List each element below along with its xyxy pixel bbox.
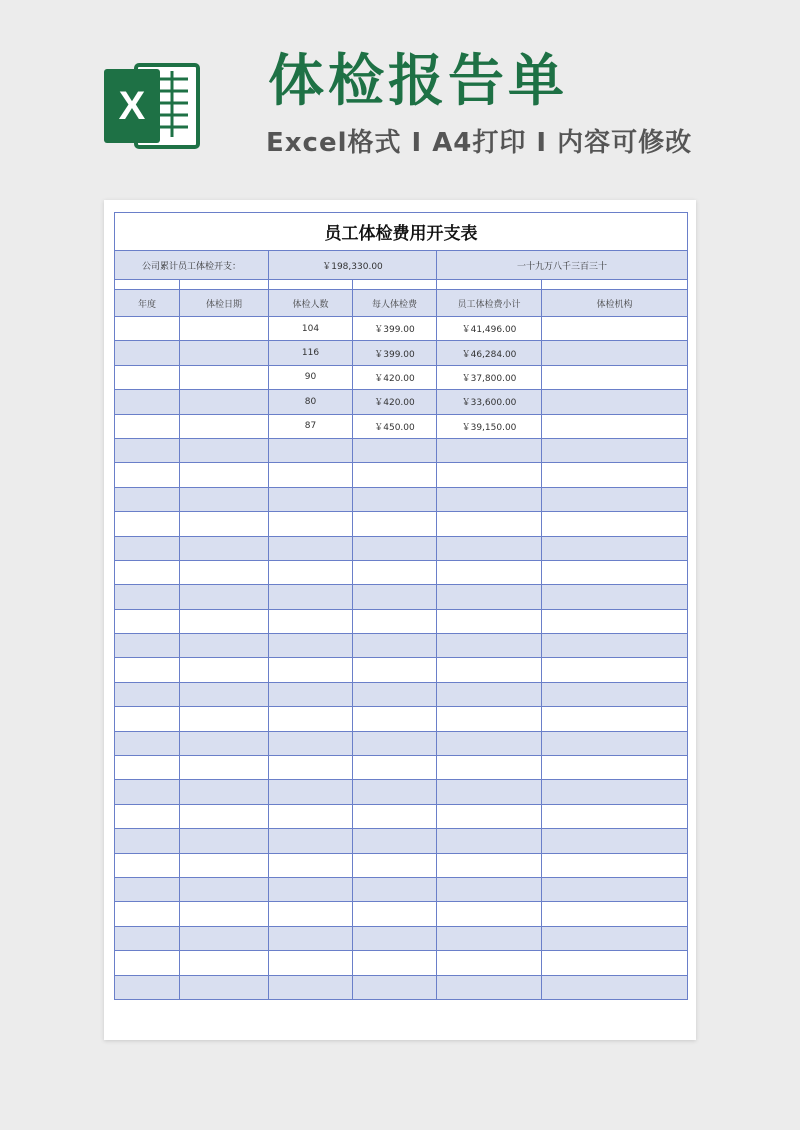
cell-institution[interactable]: [542, 975, 688, 999]
cell-year[interactable]: [115, 975, 180, 999]
cell-year[interactable]: [115, 341, 180, 365]
cell-subtotal[interactable]: ￥33,600.00: [437, 390, 542, 414]
cell-year[interactable]: [115, 609, 180, 633]
cell-year[interactable]: [115, 853, 180, 877]
cell-date[interactable]: [180, 951, 269, 975]
cell-headcount[interactable]: [269, 902, 353, 926]
cell-subtotal[interactable]: ￥46,284.00: [437, 341, 542, 365]
cell-year[interactable]: [115, 365, 180, 389]
summary-row: [115, 251, 688, 280]
cell-headcount[interactable]: [269, 560, 353, 584]
cell-per-person-fee[interactable]: ￥450.00: [353, 414, 437, 438]
cell-year[interactable]: [115, 780, 180, 804]
column-header-institution: 体检机构: [542, 290, 688, 317]
cell-year[interactable]: [115, 585, 180, 609]
table-row: [115, 463, 688, 487]
cell-date[interactable]: [180, 780, 269, 804]
cell-headcount[interactable]: 116: [269, 341, 353, 365]
table-row: [115, 756, 688, 780]
cell-year[interactable]: [115, 536, 180, 560]
table-row: [115, 804, 688, 828]
cell-headcount[interactable]: 90: [269, 365, 353, 389]
cell-institution[interactable]: [542, 463, 688, 487]
cell-date[interactable]: [180, 560, 269, 584]
cell-year[interactable]: [115, 682, 180, 706]
cell-date[interactable]: [180, 317, 269, 341]
cell-subtotal[interactable]: [437, 926, 542, 950]
svg-text:X: X: [118, 84, 146, 128]
cell-year[interactable]: [115, 438, 180, 462]
cell-per-person-fee[interactable]: [353, 756, 437, 780]
cell-subtotal[interactable]: ￥41,496.00: [437, 317, 542, 341]
subtitle-separator: I: [411, 128, 423, 158]
table-row: [115, 658, 688, 682]
column-header-date: 体检日期: [180, 290, 269, 317]
cell-subtotal[interactable]: [437, 560, 542, 584]
cell-date[interactable]: [180, 463, 269, 487]
table-row: [115, 707, 688, 731]
cell-headcount[interactable]: [269, 585, 353, 609]
cell-institution[interactable]: [542, 731, 688, 755]
cell-per-person-fee[interactable]: [353, 658, 437, 682]
table-row: [115, 414, 688, 438]
cell-date[interactable]: [180, 804, 269, 828]
cell-date[interactable]: [180, 634, 269, 658]
cell-institution[interactable]: [542, 487, 688, 511]
excel-logo-icon: [104, 57, 204, 155]
cell-institution[interactable]: [542, 341, 688, 365]
cell-headcount[interactable]: [269, 829, 353, 853]
cell-per-person-fee[interactable]: ￥399.00: [353, 341, 437, 365]
table-title-row: [115, 213, 688, 251]
cell-institution[interactable]: [542, 780, 688, 804]
cell-headcount[interactable]: [269, 438, 353, 462]
cell-headcount[interactable]: [269, 536, 353, 560]
table-row: [115, 317, 688, 341]
cell-date[interactable]: [180, 414, 269, 438]
cell-year[interactable]: [115, 829, 180, 853]
cell-year[interactable]: [115, 951, 180, 975]
cell-headcount[interactable]: [269, 804, 353, 828]
cell-year[interactable]: [115, 804, 180, 828]
cell-year[interactable]: [115, 926, 180, 950]
cell-per-person-fee[interactable]: [353, 585, 437, 609]
cell-headcount[interactable]: [269, 951, 353, 975]
cell-institution[interactable]: [542, 390, 688, 414]
cell-per-person-fee[interactable]: [353, 463, 437, 487]
cell-year[interactable]: [115, 707, 180, 731]
table-header-row: [115, 290, 688, 317]
cell-date[interactable]: [180, 707, 269, 731]
cell-headcount[interactable]: [269, 707, 353, 731]
expense-table: [114, 212, 688, 1000]
cell-date[interactable]: [180, 512, 269, 536]
cell-headcount[interactable]: [269, 512, 353, 536]
table-row: [115, 682, 688, 706]
table-row: [115, 780, 688, 804]
cell-institution[interactable]: [542, 560, 688, 584]
cell-date[interactable]: [180, 487, 269, 511]
table-row: [115, 512, 688, 536]
cell-per-person-fee[interactable]: [353, 902, 437, 926]
column-header-year: 年度: [115, 290, 180, 317]
cell-per-person-fee[interactable]: [353, 731, 437, 755]
cell-date[interactable]: [180, 829, 269, 853]
cell-subtotal[interactable]: [437, 877, 542, 901]
cell-subtotal[interactable]: [437, 512, 542, 536]
cell-headcount[interactable]: [269, 682, 353, 706]
cell-subtotal[interactable]: [437, 658, 542, 682]
cell-subtotal[interactable]: [437, 707, 542, 731]
cell-year[interactable]: [115, 463, 180, 487]
cell-date[interactable]: [180, 853, 269, 877]
cell-per-person-fee[interactable]: [353, 536, 437, 560]
cell-subtotal[interactable]: [437, 951, 542, 975]
cell-subtotal[interactable]: [437, 902, 542, 926]
cell-subtotal[interactable]: [437, 975, 542, 999]
cell-subtotal[interactable]: ￥37,800.00: [437, 365, 542, 389]
cell-date[interactable]: [180, 341, 269, 365]
cell-subtotal[interactable]: [437, 780, 542, 804]
cell-year[interactable]: [115, 902, 180, 926]
cell-subtotal[interactable]: [437, 463, 542, 487]
cell-date[interactable]: [180, 926, 269, 950]
cell-date[interactable]: [180, 536, 269, 560]
table-row: [115, 438, 688, 462]
cell-year[interactable]: [115, 658, 180, 682]
cell-subtotal[interactable]: [437, 829, 542, 853]
cell-per-person-fee[interactable]: ￥399.00: [353, 317, 437, 341]
cell-headcount[interactable]: [269, 731, 353, 755]
cell-year[interactable]: [115, 756, 180, 780]
subtitle-separator: I: [536, 128, 548, 158]
cell-per-person-fee[interactable]: [353, 512, 437, 536]
table-row: [115, 365, 688, 389]
spacer-row: [115, 280, 688, 290]
cell-year[interactable]: [115, 877, 180, 901]
table-row: [115, 902, 688, 926]
cell-institution[interactable]: [542, 926, 688, 950]
table-row: [115, 560, 688, 584]
cell-date[interactable]: [180, 731, 269, 755]
cell-per-person-fee[interactable]: ￥420.00: [353, 390, 437, 414]
cell-institution[interactable]: [542, 682, 688, 706]
cell-year[interactable]: [115, 731, 180, 755]
table-title: 员工体检费用开支表: [115, 213, 688, 251]
table-row: [115, 487, 688, 511]
subtitle-editable: 内容可修改: [557, 128, 693, 158]
cell-per-person-fee[interactable]: [353, 853, 437, 877]
cell-headcount[interactable]: [269, 634, 353, 658]
table-row: [115, 951, 688, 975]
cell-headcount[interactable]: 80: [269, 390, 353, 414]
cell-headcount[interactable]: [269, 877, 353, 901]
cell-year[interactable]: [115, 317, 180, 341]
cell-headcount[interactable]: [269, 756, 353, 780]
cell-subtotal[interactable]: [437, 756, 542, 780]
cell-institution[interactable]: [542, 365, 688, 389]
cell-headcount[interactable]: 104: [269, 317, 353, 341]
subtitle: [266, 126, 692, 160]
table-row: [115, 926, 688, 950]
cell-institution[interactable]: [542, 877, 688, 901]
column-header-per-person-fee: 每人体检费: [353, 290, 437, 317]
cell-date[interactable]: [180, 756, 269, 780]
cell-headcount[interactable]: [269, 853, 353, 877]
cell-per-person-fee[interactable]: [353, 877, 437, 901]
cell-subtotal[interactable]: [437, 804, 542, 828]
cell-institution[interactable]: [542, 585, 688, 609]
cell-per-person-fee[interactable]: [353, 804, 437, 828]
cell-headcount[interactable]: [269, 975, 353, 999]
cell-headcount[interactable]: [269, 926, 353, 950]
cell-year[interactable]: [115, 487, 180, 511]
cell-subtotal[interactable]: [437, 634, 542, 658]
cell-subtotal[interactable]: [437, 487, 542, 511]
cell-headcount[interactable]: [269, 463, 353, 487]
cell-per-person-fee[interactable]: ￥420.00: [353, 365, 437, 389]
cell-year[interactable]: [115, 414, 180, 438]
table-row: [115, 536, 688, 560]
cell-institution[interactable]: [542, 707, 688, 731]
cell-headcount[interactable]: [269, 487, 353, 511]
column-header-subtotal: 员工体检费小计: [437, 290, 542, 317]
cell-date[interactable]: [180, 877, 269, 901]
cell-date[interactable]: [180, 390, 269, 414]
cell-subtotal[interactable]: [437, 853, 542, 877]
cell-institution[interactable]: [542, 658, 688, 682]
summary-label: 公司累计员工体检开支：: [115, 251, 269, 280]
cell-institution[interactable]: [542, 634, 688, 658]
cell-institution[interactable]: [542, 414, 688, 438]
cell-institution[interactable]: [542, 804, 688, 828]
document-sheet: [104, 200, 696, 1040]
cell-headcount[interactable]: [269, 780, 353, 804]
cell-date[interactable]: [180, 682, 269, 706]
table-row: [115, 634, 688, 658]
table-row: [115, 609, 688, 633]
cell-per-person-fee[interactable]: [353, 609, 437, 633]
cell-per-person-fee[interactable]: [353, 707, 437, 731]
cell-subtotal[interactable]: [437, 731, 542, 755]
cell-subtotal[interactable]: ￥39,150.00: [437, 414, 542, 438]
cell-institution[interactable]: [542, 853, 688, 877]
cell-date[interactable]: [180, 438, 269, 462]
summary-amount: ￥198,330.00: [269, 251, 437, 280]
table-row: [115, 877, 688, 901]
cell-year[interactable]: [115, 390, 180, 414]
table-row: [115, 829, 688, 853]
cell-institution[interactable]: [542, 512, 688, 536]
cell-per-person-fee[interactable]: [353, 438, 437, 462]
cell-date[interactable]: [180, 975, 269, 999]
cell-per-person-fee[interactable]: [353, 682, 437, 706]
cell-institution[interactable]: [542, 317, 688, 341]
cell-date[interactable]: [180, 365, 269, 389]
cell-subtotal[interactable]: [437, 438, 542, 462]
column-header-headcount: 体检人数: [269, 290, 353, 317]
cell-subtotal[interactable]: [437, 536, 542, 560]
table-row: [115, 731, 688, 755]
cell-date[interactable]: [180, 609, 269, 633]
page-title: 体检报告单: [268, 49, 568, 114]
cell-year[interactable]: [115, 560, 180, 584]
cell-per-person-fee[interactable]: [353, 829, 437, 853]
cell-date[interactable]: [180, 902, 269, 926]
cell-subtotal[interactable]: [437, 609, 542, 633]
table-row: [115, 341, 688, 365]
summary-amount-words: 一十九万八千三百三十: [437, 251, 688, 280]
cell-institution[interactable]: [542, 438, 688, 462]
cell-date[interactable]: [180, 585, 269, 609]
subtitle-format: Excel格式: [266, 128, 402, 158]
cell-per-person-fee[interactable]: [353, 951, 437, 975]
cell-per-person-fee[interactable]: [353, 975, 437, 999]
table-row: [115, 975, 688, 999]
cell-subtotal[interactable]: [437, 682, 542, 706]
cell-per-person-fee[interactable]: [353, 560, 437, 584]
cell-per-person-fee[interactable]: [353, 634, 437, 658]
cell-institution[interactable]: [542, 536, 688, 560]
cell-per-person-fee[interactable]: [353, 780, 437, 804]
cell-date[interactable]: [180, 658, 269, 682]
table-row: [115, 390, 688, 414]
table-row: [115, 585, 688, 609]
cell-subtotal[interactable]: [437, 585, 542, 609]
cell-year[interactable]: [115, 634, 180, 658]
cell-institution[interactable]: [542, 829, 688, 853]
cell-institution[interactable]: [542, 756, 688, 780]
cell-institution[interactable]: [542, 951, 688, 975]
cell-institution[interactable]: [542, 609, 688, 633]
subtitle-print: A4打印: [432, 128, 527, 158]
table-row: [115, 853, 688, 877]
cell-headcount[interactable]: [269, 658, 353, 682]
cell-per-person-fee[interactable]: [353, 487, 437, 511]
cell-year[interactable]: [115, 512, 180, 536]
cell-institution[interactable]: [542, 902, 688, 926]
cell-headcount[interactable]: 87: [269, 414, 353, 438]
cell-per-person-fee[interactable]: [353, 926, 437, 950]
cell-headcount[interactable]: [269, 609, 353, 633]
